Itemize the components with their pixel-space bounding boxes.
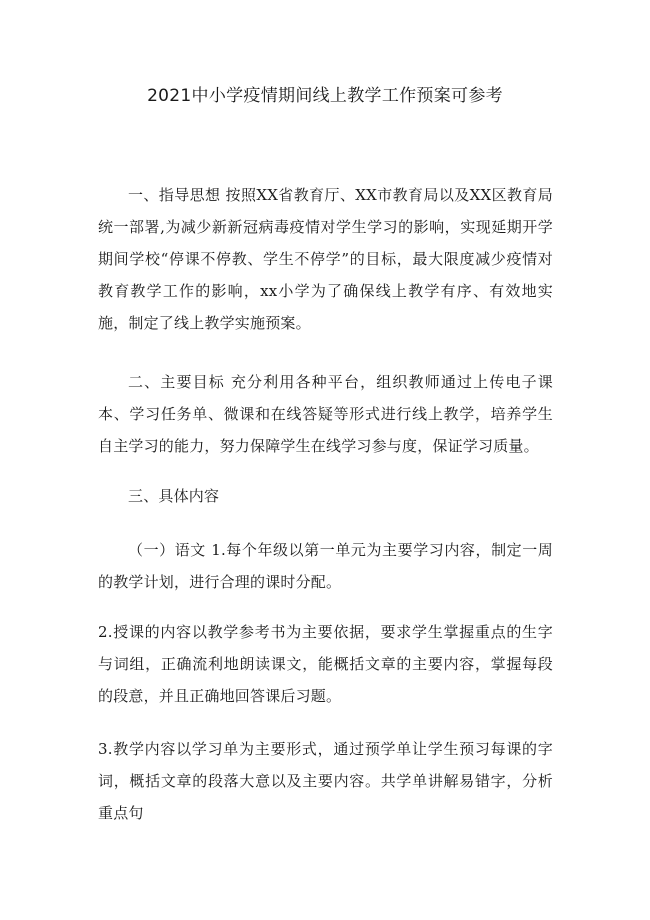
- heading-specific-content: 三、具体内容: [128, 487, 220, 505]
- paragraph-guiding-ideology: 一、指导思想 按照XX省教育厅、XX市教育局以及XX区教育局统一部署,为减少新新冠病毒疫情对学生学习的影响，实现延期开学期间学校“停课不停教、学生不停学”的目标，最大限度减少疫情对教育教学工作的影响，xx小学为了确保线上教学有序、有效地实施，制定了线上教学实施预案。: [98, 186, 553, 332]
- paragraph-item-3: 3.教学内容以学习单为主要形式，通过预学单让学生预习每课的字词，概括文章的段落大意以及主要内容。共学单讲解易错字，分析重点句: [98, 740, 553, 822]
- paragraph-main-goals: 二、主要目标 充分利用各种平台，组织教师通过上传电子课本、学习任务单、微课和在线答疑等形式进行线上教学，培养学生自主学习的能力，努力保障学生在线学习参与度，保证学习质量。: [98, 373, 553, 455]
- page-title: 2021中小学疫情期间线上教学工作预案可参考: [147, 86, 503, 106]
- paragraph-item-2: 2.授课的内容以教学参考书为主要依据，要求学生掌握重点的生字与词组，正确流利地朗读课文，能概括文章的主要内容，掌握每段的段意，并且正确地回答课后习题。: [98, 623, 553, 705]
- paragraph-chinese-item-1: （一）语文 1.每个年级以第一单元为主要学习内容，制定一周的教学计划，进行合理的课时分配。: [98, 541, 553, 591]
